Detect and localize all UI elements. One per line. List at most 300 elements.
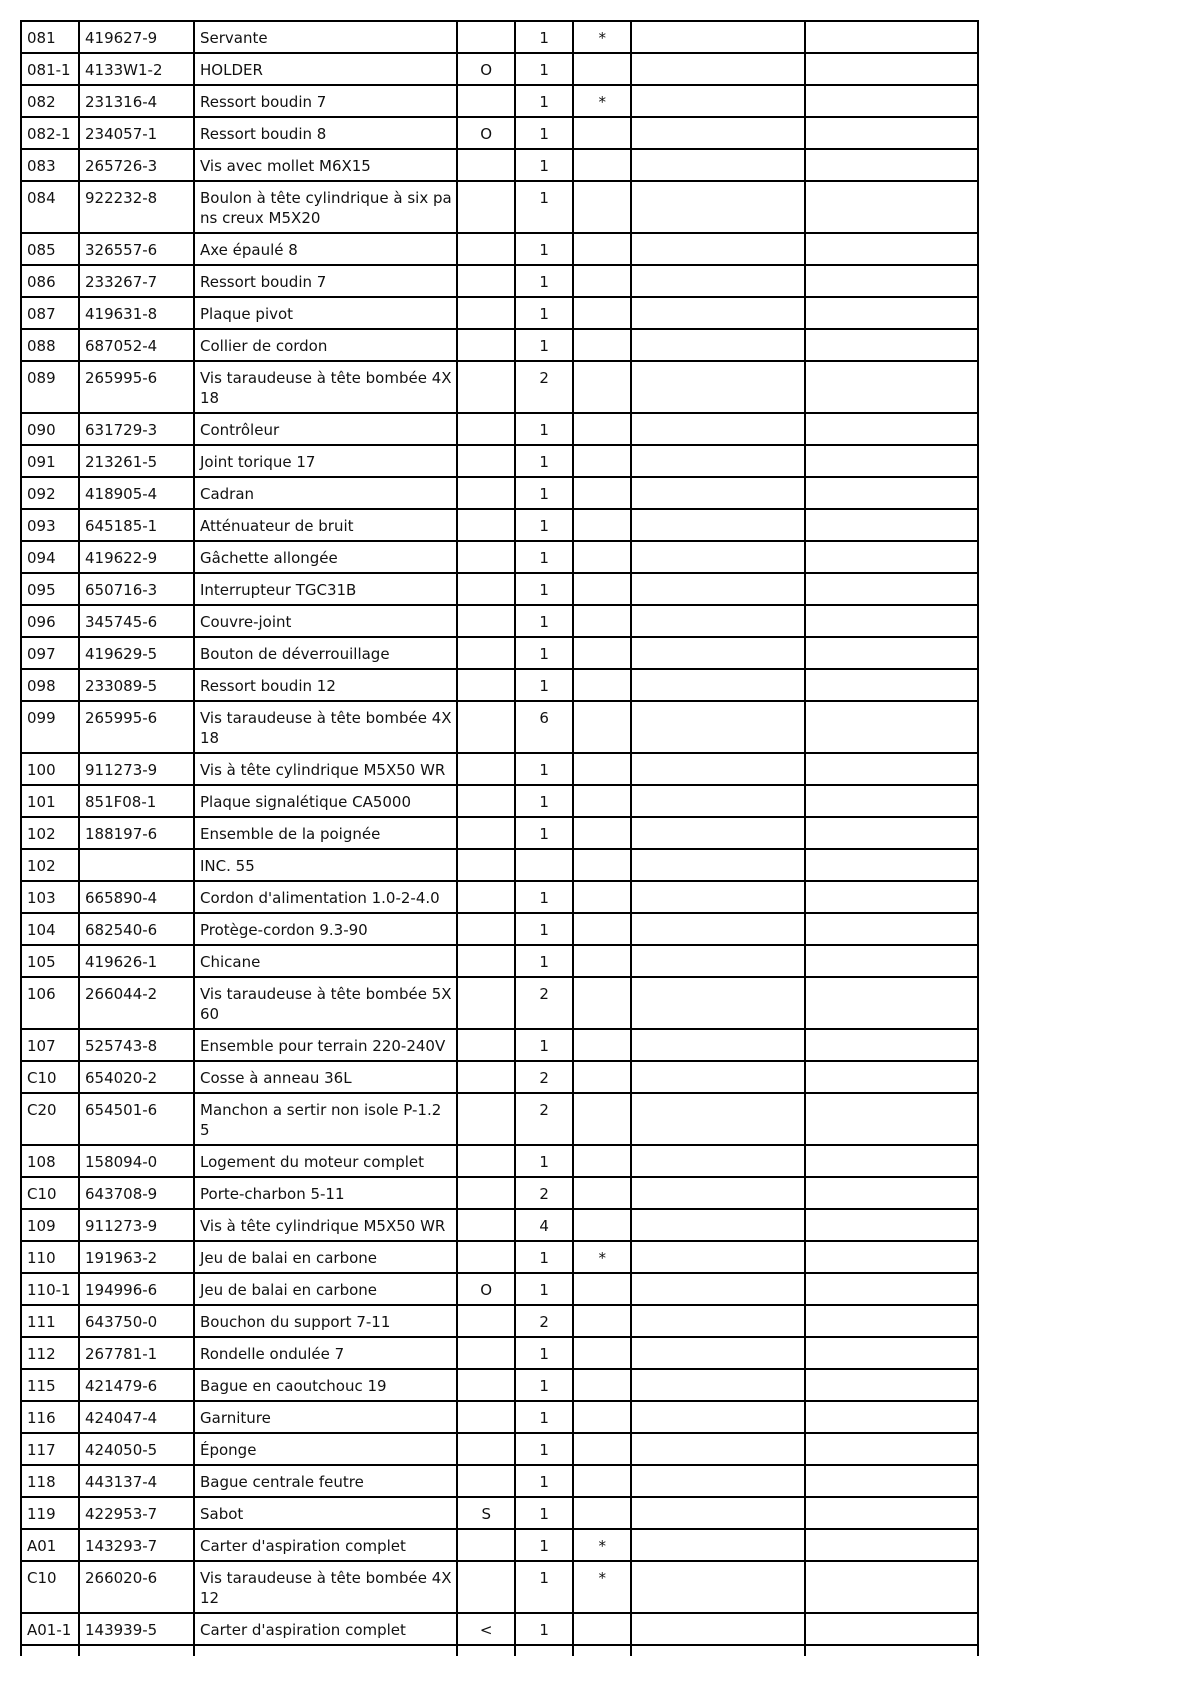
note-mark — [573, 1305, 631, 1337]
empty-cell — [805, 1433, 978, 1465]
note-mark — [573, 149, 631, 181]
description: Collier de cordon — [194, 329, 457, 361]
flag-code — [457, 477, 515, 509]
part-number: 911273-9 — [79, 753, 194, 785]
quantity: 1 — [515, 85, 573, 117]
note-mark — [573, 1029, 631, 1061]
table-row — [21, 1369, 978, 1401]
table-row — [21, 1145, 978, 1177]
empty-cell — [805, 753, 978, 785]
part-number: 266020-6 — [79, 1561, 194, 1613]
item-number: 091 — [21, 445, 79, 477]
flag-code — [457, 509, 515, 541]
table-row — [21, 701, 978, 753]
empty-cell — [805, 1465, 978, 1497]
part-number: 654020-2 — [79, 1061, 194, 1093]
empty-cell — [631, 849, 805, 881]
empty-cell — [805, 1145, 978, 1177]
item-number: 096 — [21, 605, 79, 637]
flag-code — [457, 1241, 515, 1273]
description: Vis taraudeuse à tête bombée 4X 18 — [194, 361, 457, 413]
quantity: 1 — [515, 1561, 573, 1613]
flag-code — [457, 1209, 515, 1241]
item-number: C10 — [21, 1561, 79, 1613]
empty-cell — [805, 881, 978, 913]
note-mark — [573, 753, 631, 785]
table-row — [21, 1497, 978, 1529]
item-number: 102 — [21, 817, 79, 849]
note-mark — [573, 573, 631, 605]
empty-cell — [631, 1273, 805, 1305]
note-mark — [573, 541, 631, 573]
empty-cell — [631, 1433, 805, 1465]
description: Contrôleur — [194, 413, 457, 445]
part-number: 421479-6 — [79, 1369, 194, 1401]
item-number: 110-1 — [21, 1273, 79, 1305]
flag-code — [457, 329, 515, 361]
empty-cell — [631, 1337, 805, 1369]
empty-cell — [805, 85, 978, 117]
part-number: 143939-5 — [79, 1613, 194, 1645]
part-number: 654501-6 — [79, 1093, 194, 1145]
table-row — [21, 1433, 978, 1465]
part-number: 631729-3 — [79, 413, 194, 445]
note-mark — [573, 117, 631, 149]
empty-cell — [805, 149, 978, 181]
empty-cell — [805, 817, 978, 849]
note-mark — [573, 265, 631, 297]
part-number: 231316-4 — [79, 85, 194, 117]
empty-cell — [805, 297, 978, 329]
table-row-cutoff — [21, 1645, 978, 1656]
description: Axe épaulé 8 — [194, 233, 457, 265]
quantity: 1 — [515, 53, 573, 85]
empty-cell — [805, 669, 978, 701]
note-mark — [573, 1465, 631, 1497]
quantity: 2 — [515, 361, 573, 413]
quantity: 4 — [515, 1209, 573, 1241]
part-number: 443137-4 — [79, 1465, 194, 1497]
description: Chicane — [194, 945, 457, 977]
part-number: 345745-6 — [79, 605, 194, 637]
quantity: 1 — [515, 509, 573, 541]
table-row — [21, 1241, 978, 1273]
empty-cell — [631, 669, 805, 701]
item-number: 111 — [21, 1305, 79, 1337]
empty-cell — [805, 329, 978, 361]
quantity: 1 — [515, 881, 573, 913]
item-number: 083 — [21, 149, 79, 181]
empty-cell — [631, 1613, 805, 1645]
item-number: 085 — [21, 233, 79, 265]
note-mark — [573, 605, 631, 637]
quantity: 1 — [515, 265, 573, 297]
quantity — [515, 849, 573, 881]
quantity: 1 — [515, 785, 573, 817]
part-number: 191963-2 — [79, 1241, 194, 1273]
quantity: 1 — [515, 637, 573, 669]
table-row — [21, 849, 978, 881]
description: Vis à tête cylindrique M5X50 WR — [194, 753, 457, 785]
description: HOLDER — [194, 53, 457, 85]
parts-table-body — [21, 21, 978, 1656]
flag-code — [457, 1145, 515, 1177]
item-number: 084 — [21, 181, 79, 233]
part-number: 687052-4 — [79, 329, 194, 361]
empty-cell — [631, 1369, 805, 1401]
description: Ressort boudin 8 — [194, 117, 457, 149]
item-number: 088 — [21, 329, 79, 361]
empty-cell — [805, 913, 978, 945]
note-mark: * — [573, 1241, 631, 1273]
note-mark: * — [573, 1561, 631, 1613]
description: Carter d'aspiration complet — [194, 1529, 457, 1561]
part-number: 424050-5 — [79, 1433, 194, 1465]
item-number: 115 — [21, 1369, 79, 1401]
note-mark — [573, 701, 631, 753]
empty-cell — [805, 1029, 978, 1061]
empty-cell — [805, 605, 978, 637]
table-row — [21, 637, 978, 669]
empty-cell — [631, 85, 805, 117]
description: Couvre-joint — [194, 605, 457, 637]
empty-cell — [631, 21, 805, 53]
note-mark — [573, 329, 631, 361]
empty-cell — [631, 573, 805, 605]
description: Cadran — [194, 477, 457, 509]
empty-cell — [805, 1241, 978, 1273]
empty-cell — [515, 1645, 573, 1656]
quantity: 1 — [515, 149, 573, 181]
table-row — [21, 1209, 978, 1241]
part-number: 419622-9 — [79, 541, 194, 573]
empty-cell — [631, 1465, 805, 1497]
description: Rondelle ondulée 7 — [194, 1337, 457, 1369]
flag-code — [457, 605, 515, 637]
quantity: 2 — [515, 1305, 573, 1337]
description: Ressort boudin 7 — [194, 85, 457, 117]
description: INC. 55 — [194, 849, 457, 881]
note-mark — [573, 233, 631, 265]
part-number: 188197-6 — [79, 817, 194, 849]
empty-cell — [805, 1061, 978, 1093]
part-number: 419627-9 — [79, 21, 194, 53]
table-row — [21, 1177, 978, 1209]
quantity: 2 — [515, 1177, 573, 1209]
empty-cell — [631, 445, 805, 477]
part-number: 851F08-1 — [79, 785, 194, 817]
description: Bouton de déverrouillage — [194, 637, 457, 669]
empty-cell — [805, 1613, 978, 1645]
note-mark — [573, 413, 631, 445]
table-row — [21, 445, 978, 477]
note-mark — [573, 637, 631, 669]
note-mark: * — [573, 85, 631, 117]
empty-cell — [631, 477, 805, 509]
part-number: 650716-3 — [79, 573, 194, 605]
quantity: 1 — [515, 1029, 573, 1061]
table-row — [21, 1465, 978, 1497]
table-row — [21, 1273, 978, 1305]
description: Bouchon du support 7-11 — [194, 1305, 457, 1337]
part-number: 419626-1 — [79, 945, 194, 977]
note-mark — [573, 817, 631, 849]
quantity: 2 — [515, 1061, 573, 1093]
table-row — [21, 477, 978, 509]
part-number: 419629-5 — [79, 637, 194, 669]
description: Vis à tête cylindrique M5X50 WR — [194, 1209, 457, 1241]
note-mark — [573, 509, 631, 541]
flag-code — [457, 445, 515, 477]
item-number: 119 — [21, 1497, 79, 1529]
flag-code — [457, 265, 515, 297]
part-number: 233089-5 — [79, 669, 194, 701]
table-row — [21, 1401, 978, 1433]
description: Cordon d'alimentation 1.0-2-4.0 — [194, 881, 457, 913]
empty-cell — [805, 541, 978, 573]
empty-cell — [805, 1093, 978, 1145]
quantity: 1 — [515, 669, 573, 701]
flag-code — [457, 413, 515, 445]
item-number: 095 — [21, 573, 79, 605]
empty-cell — [631, 1561, 805, 1613]
part-number: 922232-8 — [79, 181, 194, 233]
empty-cell — [805, 265, 978, 297]
description: Plaque pivot — [194, 297, 457, 329]
description: Garniture — [194, 1401, 457, 1433]
parts-list — [20, 20, 979, 1656]
item-number: A01 — [21, 1529, 79, 1561]
flag-code — [457, 573, 515, 605]
description: Vis taraudeuse à tête bombée 5X 60 — [194, 977, 457, 1029]
quantity: 1 — [515, 1369, 573, 1401]
table-row — [21, 1337, 978, 1369]
note-mark — [573, 977, 631, 1029]
item-number: C20 — [21, 1093, 79, 1145]
note-mark — [573, 1177, 631, 1209]
flag-code — [457, 1529, 515, 1561]
quantity: 1 — [515, 1497, 573, 1529]
table-row — [21, 1305, 978, 1337]
empty-cell — [631, 1093, 805, 1145]
empty-cell — [805, 701, 978, 753]
table-row — [21, 265, 978, 297]
note-mark — [573, 1369, 631, 1401]
flag-code — [457, 637, 515, 669]
quantity: 1 — [515, 181, 573, 233]
table-row — [21, 945, 978, 977]
item-number: 081 — [21, 21, 79, 53]
note-mark — [573, 1093, 631, 1145]
part-number: 419631-8 — [79, 297, 194, 329]
part-number: 326557-6 — [79, 233, 194, 265]
table-row — [21, 573, 978, 605]
quantity: 1 — [515, 913, 573, 945]
part-number: 265726-3 — [79, 149, 194, 181]
table-row — [21, 541, 978, 573]
description: Cosse à anneau 36L — [194, 1061, 457, 1093]
flag-code — [457, 361, 515, 413]
empty-cell — [194, 1645, 457, 1656]
empty-cell — [631, 265, 805, 297]
note-mark — [573, 477, 631, 509]
note-mark — [573, 1433, 631, 1465]
item-number: 108 — [21, 1145, 79, 1177]
empty-cell — [631, 1029, 805, 1061]
note-mark — [573, 1273, 631, 1305]
part-number: 158094-0 — [79, 1145, 194, 1177]
empty-cell — [805, 53, 978, 85]
item-number: 112 — [21, 1337, 79, 1369]
description: Ressort boudin 12 — [194, 669, 457, 701]
parts-table — [20, 20, 979, 1656]
part-number: 213261-5 — [79, 445, 194, 477]
item-number: C10 — [21, 1177, 79, 1209]
empty-cell — [631, 785, 805, 817]
flag-code: O — [457, 53, 515, 85]
item-number: 081-1 — [21, 53, 79, 85]
empty-cell — [631, 753, 805, 785]
flag-code — [457, 1561, 515, 1613]
description: Joint torique 17 — [194, 445, 457, 477]
flag-code: < — [457, 1613, 515, 1645]
note-mark — [573, 849, 631, 881]
empty-cell — [805, 21, 978, 53]
note-mark: * — [573, 21, 631, 53]
empty-cell — [21, 1645, 79, 1656]
flag-code — [457, 149, 515, 181]
quantity: 1 — [515, 445, 573, 477]
quantity: 1 — [515, 1401, 573, 1433]
item-number: 082 — [21, 85, 79, 117]
flag-code — [457, 1369, 515, 1401]
table-row — [21, 669, 978, 701]
note-mark — [573, 1613, 631, 1645]
part-number: 267781-1 — [79, 1337, 194, 1369]
item-number: A01-1 — [21, 1613, 79, 1645]
table-row — [21, 509, 978, 541]
empty-cell — [631, 817, 805, 849]
description: Vis avec mollet M6X15 — [194, 149, 457, 181]
description: Logement du moteur complet — [194, 1145, 457, 1177]
item-number: 118 — [21, 1465, 79, 1497]
item-number: 099 — [21, 701, 79, 753]
note-mark — [573, 53, 631, 85]
empty-cell — [805, 1177, 978, 1209]
item-number: 089 — [21, 361, 79, 413]
flag-code — [457, 541, 515, 573]
part-number: 143293-7 — [79, 1529, 194, 1561]
quantity: 1 — [515, 21, 573, 53]
empty-cell — [805, 1337, 978, 1369]
description: Vis taraudeuse à tête bombée 4X 12 — [194, 1561, 457, 1613]
note-mark — [573, 1337, 631, 1369]
note-mark — [573, 669, 631, 701]
flag-code — [457, 945, 515, 977]
item-number: C10 — [21, 1061, 79, 1093]
quantity: 1 — [515, 1613, 573, 1645]
flag-code — [457, 297, 515, 329]
empty-cell — [631, 1401, 805, 1433]
empty-cell — [805, 1209, 978, 1241]
part-number: 665890-4 — [79, 881, 194, 913]
note-mark — [573, 1401, 631, 1433]
empty-cell — [631, 945, 805, 977]
empty-cell — [631, 1497, 805, 1529]
flag-code — [457, 785, 515, 817]
table-row — [21, 1561, 978, 1613]
item-number: 097 — [21, 637, 79, 669]
empty-cell — [631, 413, 805, 445]
item-number: 107 — [21, 1029, 79, 1061]
table-row — [21, 233, 978, 265]
empty-cell — [631, 881, 805, 913]
empty-cell — [631, 1529, 805, 1561]
part-number: 645185-1 — [79, 509, 194, 541]
description: Ensemble pour terrain 220-240V — [194, 1029, 457, 1061]
empty-cell — [631, 117, 805, 149]
empty-cell — [631, 913, 805, 945]
item-number: 094 — [21, 541, 79, 573]
note-mark: * — [573, 1529, 631, 1561]
empty-cell — [573, 1645, 631, 1656]
description: Porte-charbon 5-11 — [194, 1177, 457, 1209]
quantity: 1 — [515, 1465, 573, 1497]
table-row — [21, 181, 978, 233]
empty-cell — [631, 329, 805, 361]
empty-cell — [631, 1645, 805, 1656]
item-number: 093 — [21, 509, 79, 541]
flag-code — [457, 1433, 515, 1465]
quantity: 1 — [515, 297, 573, 329]
empty-cell — [805, 445, 978, 477]
empty-cell — [805, 945, 978, 977]
empty-cell — [631, 53, 805, 85]
empty-cell — [805, 117, 978, 149]
description: Boulon à tête cylindrique à six pa ns creux M5X20 — [194, 181, 457, 233]
note-mark — [573, 1145, 631, 1177]
item-number: 105 — [21, 945, 79, 977]
flag-code — [457, 85, 515, 117]
table-row — [21, 817, 978, 849]
note-mark — [573, 785, 631, 817]
item-number: 086 — [21, 265, 79, 297]
description: Bague en caoutchouc 19 — [194, 1369, 457, 1401]
quantity: 1 — [515, 605, 573, 637]
empty-cell — [457, 1645, 515, 1656]
flag-code — [457, 21, 515, 53]
empty-cell — [631, 1177, 805, 1209]
flag-code — [457, 913, 515, 945]
flag-code — [457, 669, 515, 701]
quantity: 2 — [515, 1093, 573, 1145]
table-row — [21, 1613, 978, 1645]
table-row — [21, 785, 978, 817]
description: Ensemble de la poignée — [194, 817, 457, 849]
quantity: 2 — [515, 977, 573, 1029]
empty-cell — [805, 1561, 978, 1613]
quantity: 1 — [515, 541, 573, 573]
quantity: 1 — [515, 1337, 573, 1369]
description: Bague centrale feutre — [194, 1465, 457, 1497]
flag-code: O — [457, 117, 515, 149]
part-number: 265995-6 — [79, 701, 194, 753]
empty-cell — [631, 1305, 805, 1337]
description: Carter d'aspiration complet — [194, 1613, 457, 1645]
part-number: 234057-1 — [79, 117, 194, 149]
empty-cell — [805, 1273, 978, 1305]
flag-code — [457, 1465, 515, 1497]
